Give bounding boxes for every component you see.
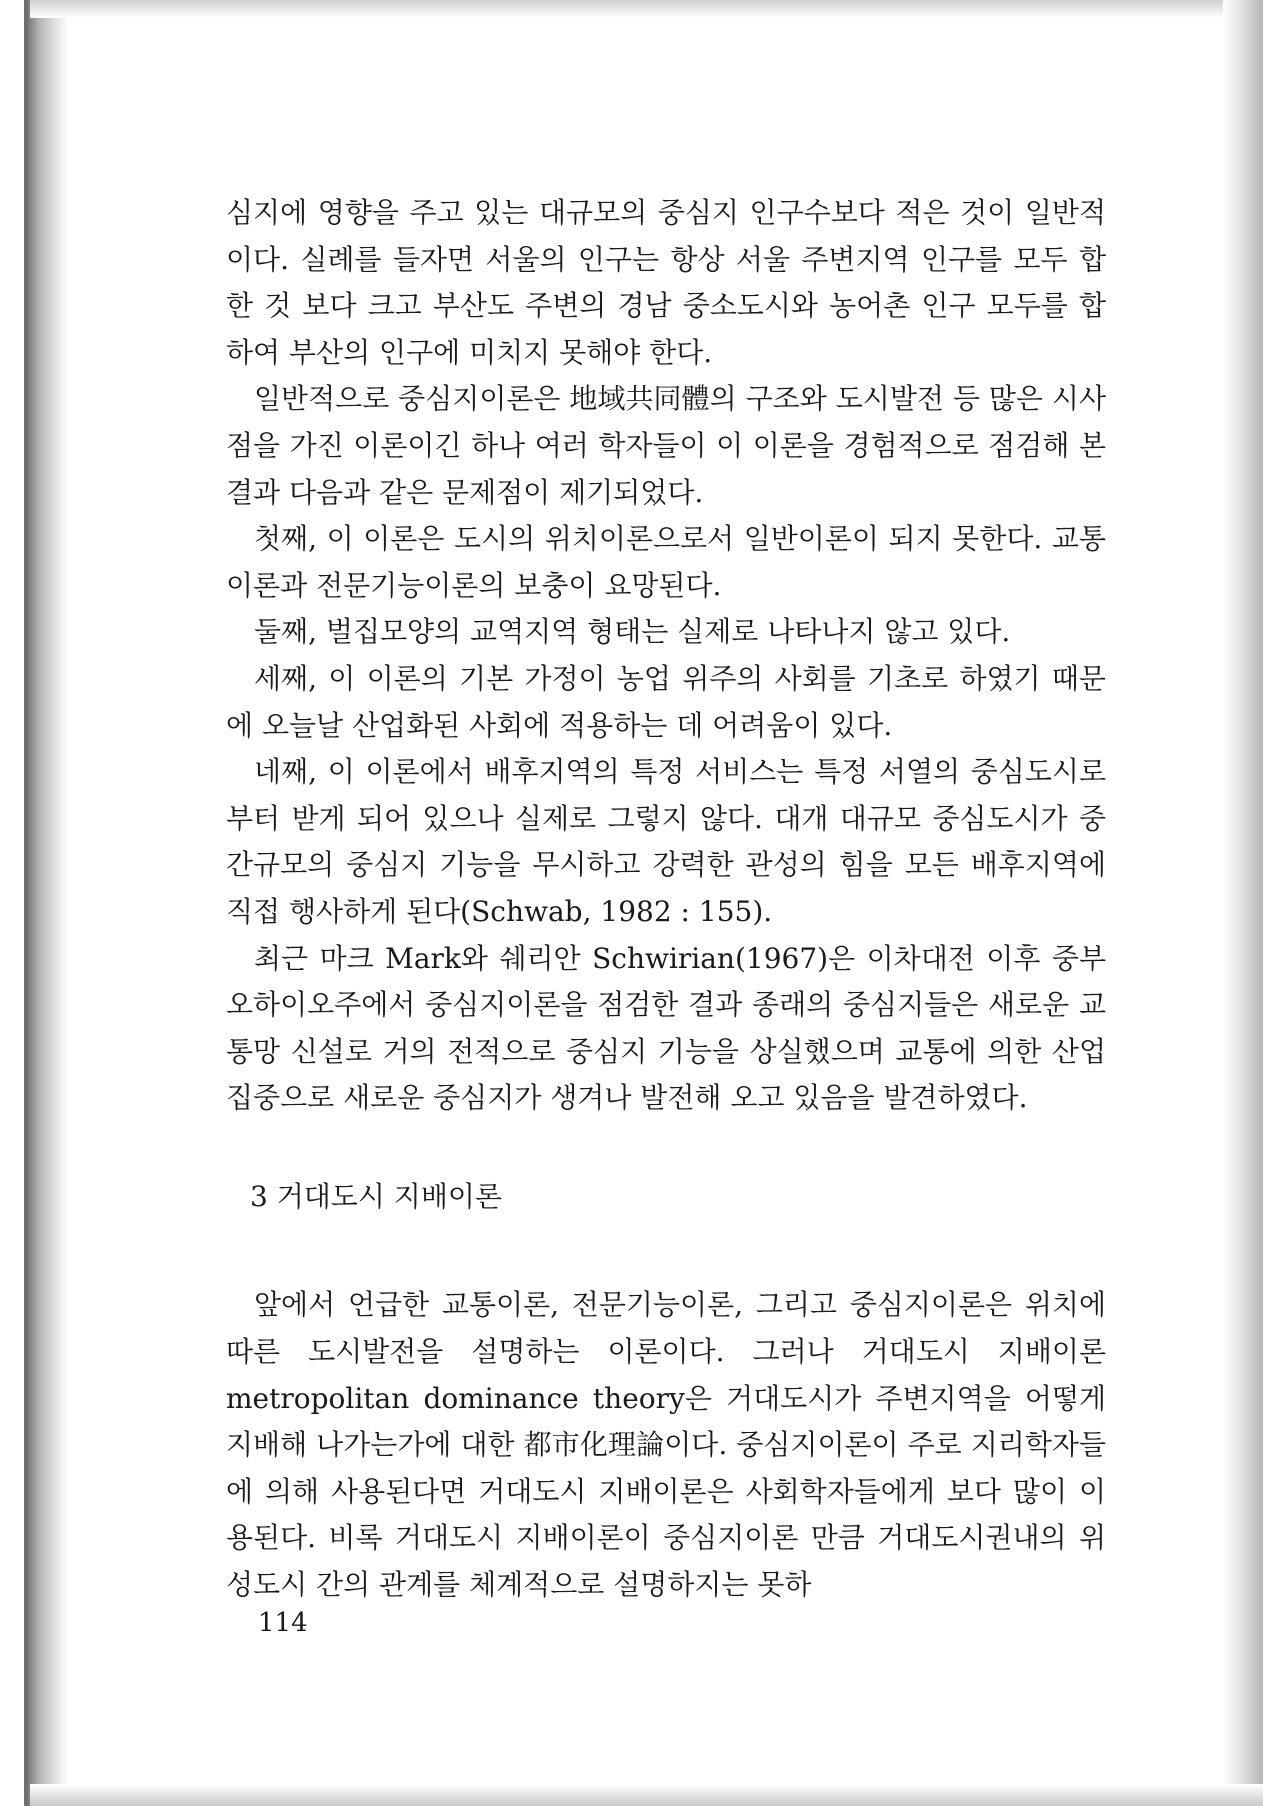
page-body: [226, 190, 1106, 1609]
section-heading: 3 거대도시 지배이론: [250, 1179, 503, 1213]
paragraph: 세째, 이 이론의 기본 가정이 농업 위주의 사회를 기초로 하였기 때문에 오늘날 산업화된 사회에 적용하는 데 어려움이 있다.: [226, 661, 1106, 742]
paragraph: 일반적으로 중심지이론은 地域共同體의 구조와 도시발전 등 많은 시사점을 가진 이론이긴 하나 여러 학자들이 이 이론을 경험적으로 점검해 본 결과 다음과 같은 문제점이 제기되었다.: [226, 382, 1106, 509]
book-edge-bottom: [30, 1784, 1263, 1806]
book-edge-left: [28, 0, 68, 1806]
paragraph: 첫째, 이 이론은 도시의 위치이론으로서 일반이론이 되지 못한다. 교통이론과 전문기능이론의 보충이 요망된다.: [226, 522, 1106, 602]
book-edge-right: [1223, 0, 1263, 1806]
page-number: 114: [258, 1608, 308, 1638]
paragraph: 심지에 영향을 주고 있는 대규모의 중심지 인구수보다 적은 것이 일반적이다. 실례를 들자면 서울의 인구는 항상 서울 주변지역 인구를 모두 합한 것 보다 크고 부산도 주변의 경남 중소도시와 농어촌 인구 모두를 합하여 부산의 인구에 미치지 못해야 한다.: [226, 196, 1106, 369]
paragraph: 네째, 이 이론에서 배후지역의 특정 서비스는 특정 서열의 중심도시로부터 받게 되어 있으나 실제로 그렇지 않다. 대개 대규모 중심도시가 중간규모의 중심지 기능을 무시하고 강력한 관성의 힘을 모든 배후지역에 직접 행사하게 된다(Schwab, 1982 : 155).: [226, 755, 1106, 928]
paragraph: 앞에서 언급한 교통이론, 전문기능이론, 그리고 중심지이론은 위치에 따른 도시발전을 설명하는 이론이다. 그러나 거대도시 지배이론 metropolitan dominance theory은 거대도시가 주변지역을 어떻게 지배해 나가는가에 대한 都市化理論이다. 중심지이론이 주로 지리학자들에 의해 사용된다면 거대도시 지배이론은 사회학자들에게 보다 많이 이용된다. 비록 거대도시 지배이론이 중심지이론 만큼 거대도시권내의 위성도시 간의 관계를 체계적으로 설명하지는 못하: [226, 1288, 1106, 1602]
book-edge-top: [30, 0, 1230, 18]
paragraph: 둘째, 벌집모양의 교역지역 형태는 실제로 나타나지 않고 있다.: [254, 615, 1011, 649]
paragraph: 최근 마크 Mark와 쉐리안 Schwirian(1967)은 이차대전 이후 중부 오하이오주에서 중심지이론을 점검한 결과 종래의 중심지들은 새로운 교통망 신설로 거의 전적으로 중심지 기능을 상실했으며 교통에 의한 산업집중으로 새로운 중심지가 생겨나 발전해 오고 있음을 발견하였다.: [226, 941, 1106, 1115]
